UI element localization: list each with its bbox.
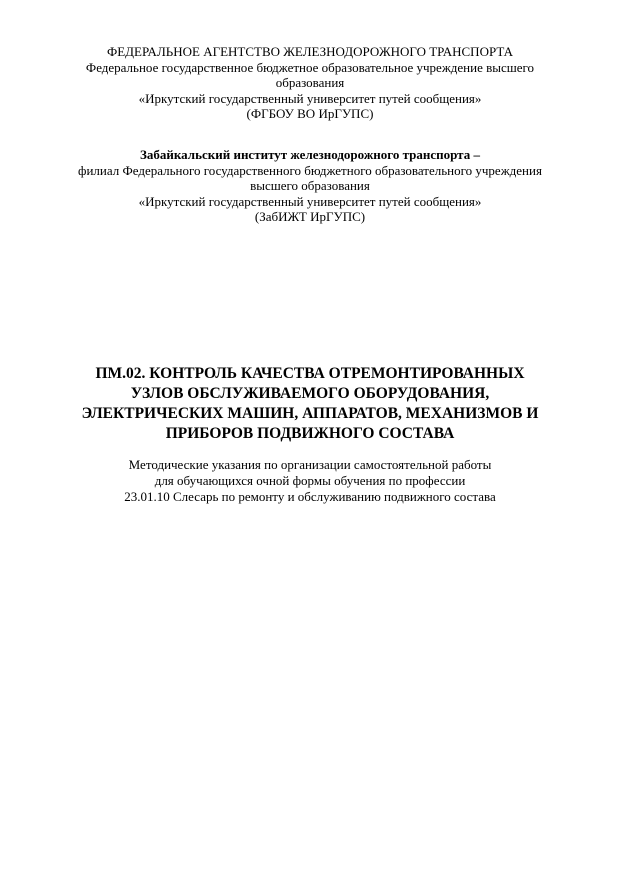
university-abbreviation: (ФГБОУ ВО ИрГУПС)	[246, 106, 374, 121]
title-line-4: ПРИБОРОВ ПОДВИЖНОГО СОСТАВА	[165, 425, 455, 442]
agency-header	[40, 44, 580, 122]
branch-parent-name: «Иркутский государственный университет путей сообщения»	[138, 193, 482, 209]
subtitle-line-1: Методические указания по организации самостоятельной работы	[128, 457, 492, 472]
branch-description-continued: высшего образования	[250, 178, 370, 193]
branch-description: филиал Федерального государственного бюджетного образовательного учреждения	[78, 162, 542, 178]
agency-name: ФЕДЕРАЛЬНОЕ АГЕНТСТВО ЖЕЛЕЗНОДОРОЖНОГО ТРАНСПОРТА	[106, 44, 514, 59]
document-subtitle	[40, 457, 580, 505]
university-name: «Иркутский государственный университет путей сообщения»	[138, 90, 482, 106]
subtitle-line-2: для обучающихся очной формы обучения по профессии	[154, 473, 466, 488]
subtitle-line-3: 23.01.10 Слесарь по ремонту и обслуживанию подвижного состава	[124, 489, 496, 504]
branch-title: Забайкальский институт железнодорожного транспорта –	[140, 147, 480, 162]
branch-header	[40, 147, 580, 225]
document-title	[40, 364, 580, 444]
branch-abbreviation: (ЗабИЖТ ИрГУПС)	[254, 209, 366, 224]
university-type-line-continued: образования	[275, 75, 345, 90]
title-line-1: ПМ.02. КОНТРОЛЬ КАЧЕСТВА ОТРЕМОНТИРОВАННЫХ	[95, 365, 525, 382]
title-line-3: ЭЛЕКТРИЧЕСКИХ МАШИН, АППАРАТОВ, МЕХАНИЗМОВ И	[81, 405, 539, 422]
university-type-line: Федеральное государственное бюджетное образовательное учреждение высшего	[85, 59, 535, 75]
title-line-2: УЗЛОВ ОБСЛУЖИВАЕМОГО ОБОРУДОВАНИЯ,	[130, 385, 490, 402]
